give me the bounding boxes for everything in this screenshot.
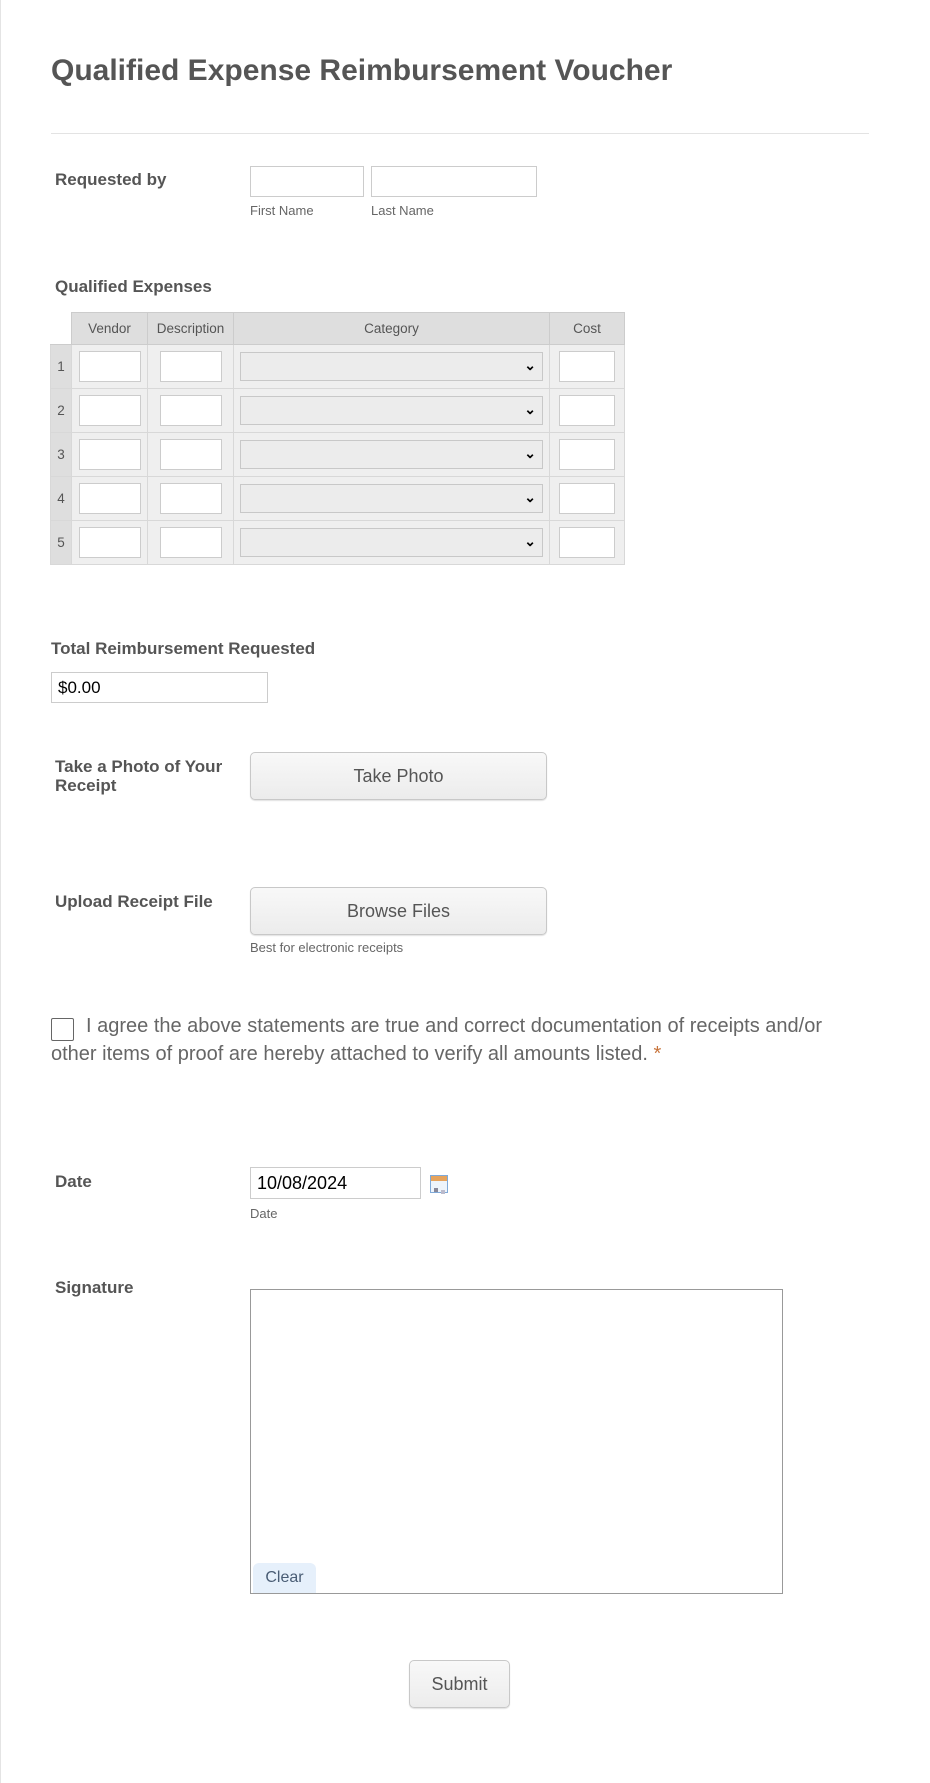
chevron-down-icon: ⌄ — [524, 533, 536, 549]
description-input[interactable] — [160, 483, 222, 514]
vendor-input[interactable] — [79, 439, 141, 470]
category-select[interactable] — [240, 352, 543, 381]
table-row — [51, 433, 625, 477]
row-number: 3 — [51, 433, 72, 477]
vendor-input[interactable] — [79, 483, 141, 514]
cost-input[interactable] — [559, 395, 615, 426]
category-cell — [234, 477, 550, 521]
category-select[interactable] — [240, 528, 543, 557]
cost-cell — [550, 389, 625, 433]
vendor-input[interactable] — [79, 395, 141, 426]
description-input[interactable] — [160, 351, 222, 382]
total-label: Total Reimbursement Requested — [51, 639, 316, 658]
column-header-vendor: Vendor — [72, 313, 148, 345]
expenses-table — [50, 312, 625, 565]
chevron-down-icon: ⌄ — [524, 445, 536, 461]
category-cell — [234, 389, 550, 433]
calendar-icon[interactable] — [430, 1175, 448, 1193]
divider — [51, 133, 869, 134]
column-header-description: Description — [148, 313, 234, 345]
cost-input[interactable] — [559, 439, 615, 470]
take-photo-button[interactable]: Take Photo — [250, 752, 547, 800]
date-input[interactable] — [250, 1167, 421, 1199]
date-sublabel: Date — [250, 1206, 278, 1221]
last-name-sublabel: Last Name — [371, 203, 434, 218]
qualified-expenses-label: Qualified Expenses — [55, 277, 212, 296]
signature-label: Signature — [55, 1278, 134, 1297]
upload-sublabel: Best for electronic receipts — [250, 940, 404, 955]
row-number: 1 — [51, 345, 72, 389]
signature-pad[interactable] — [250, 1289, 783, 1594]
total-input[interactable] — [51, 672, 268, 703]
description-input[interactable] — [160, 527, 222, 558]
upload-label: Upload Receipt File — [55, 892, 213, 911]
first-name-input[interactable] — [250, 166, 364, 197]
last-name-input[interactable] — [371, 166, 537, 197]
category-cell — [234, 521, 550, 565]
column-header-category: Category — [234, 313, 550, 345]
table-row — [51, 345, 625, 389]
cost-cell — [550, 521, 625, 565]
agree-text — [51, 1012, 851, 1068]
cost-cell — [550, 433, 625, 477]
cost-cell — [550, 345, 625, 389]
cost-cell — [550, 477, 625, 521]
vendor-cell — [72, 345, 148, 389]
cost-input[interactable] — [559, 351, 615, 382]
photo-label: Take a Photo of Your Receipt — [55, 757, 223, 795]
description-cell — [148, 345, 234, 389]
first-name-sublabel: First Name — [250, 203, 314, 218]
vendor-cell — [72, 389, 148, 433]
description-input[interactable] — [160, 439, 222, 470]
chevron-down-icon: ⌄ — [524, 357, 536, 373]
browse-files-button[interactable]: Browse Files — [250, 887, 547, 935]
description-cell — [148, 433, 234, 477]
submit-button[interactable]: Submit — [409, 1660, 510, 1708]
agree-label: I agree the above statements are true and correct documentation of receipts and/or other items of proof are hereby attached to verify all amounts listed. — [51, 1015, 822, 1065]
vendor-input[interactable] — [79, 527, 141, 558]
page-title: Qualified Expense Reimbursement Voucher — [51, 54, 673, 87]
vendor-cell — [72, 477, 148, 521]
table-row — [51, 521, 625, 565]
category-cell — [234, 345, 550, 389]
description-input[interactable] — [160, 395, 222, 426]
description-cell — [148, 389, 234, 433]
cost-input[interactable] — [559, 527, 615, 558]
vendor-cell — [72, 433, 148, 477]
category-select[interactable] — [240, 396, 543, 425]
chevron-down-icon: ⌄ — [524, 401, 536, 417]
corner-cell — [51, 313, 72, 345]
clear-signature-button[interactable]: Clear — [253, 1563, 316, 1593]
description-cell — [148, 521, 234, 565]
description-cell — [148, 477, 234, 521]
requested-by-label: Requested by — [55, 170, 167, 189]
table-row — [51, 389, 625, 433]
table-row — [51, 477, 625, 521]
date-label: Date — [55, 1172, 92, 1191]
category-cell — [234, 433, 550, 477]
chevron-down-icon: ⌄ — [524, 489, 536, 505]
category-select[interactable] — [240, 440, 543, 469]
vendor-cell — [72, 521, 148, 565]
row-number: 2 — [51, 389, 72, 433]
category-select[interactable] — [240, 484, 543, 513]
row-number: 5 — [51, 521, 72, 565]
row-number: 4 — [51, 477, 72, 521]
vendor-input[interactable] — [79, 351, 141, 382]
cost-input[interactable] — [559, 483, 615, 514]
column-header-cost: Cost — [550, 313, 625, 345]
required-mark: * — [653, 1043, 662, 1065]
